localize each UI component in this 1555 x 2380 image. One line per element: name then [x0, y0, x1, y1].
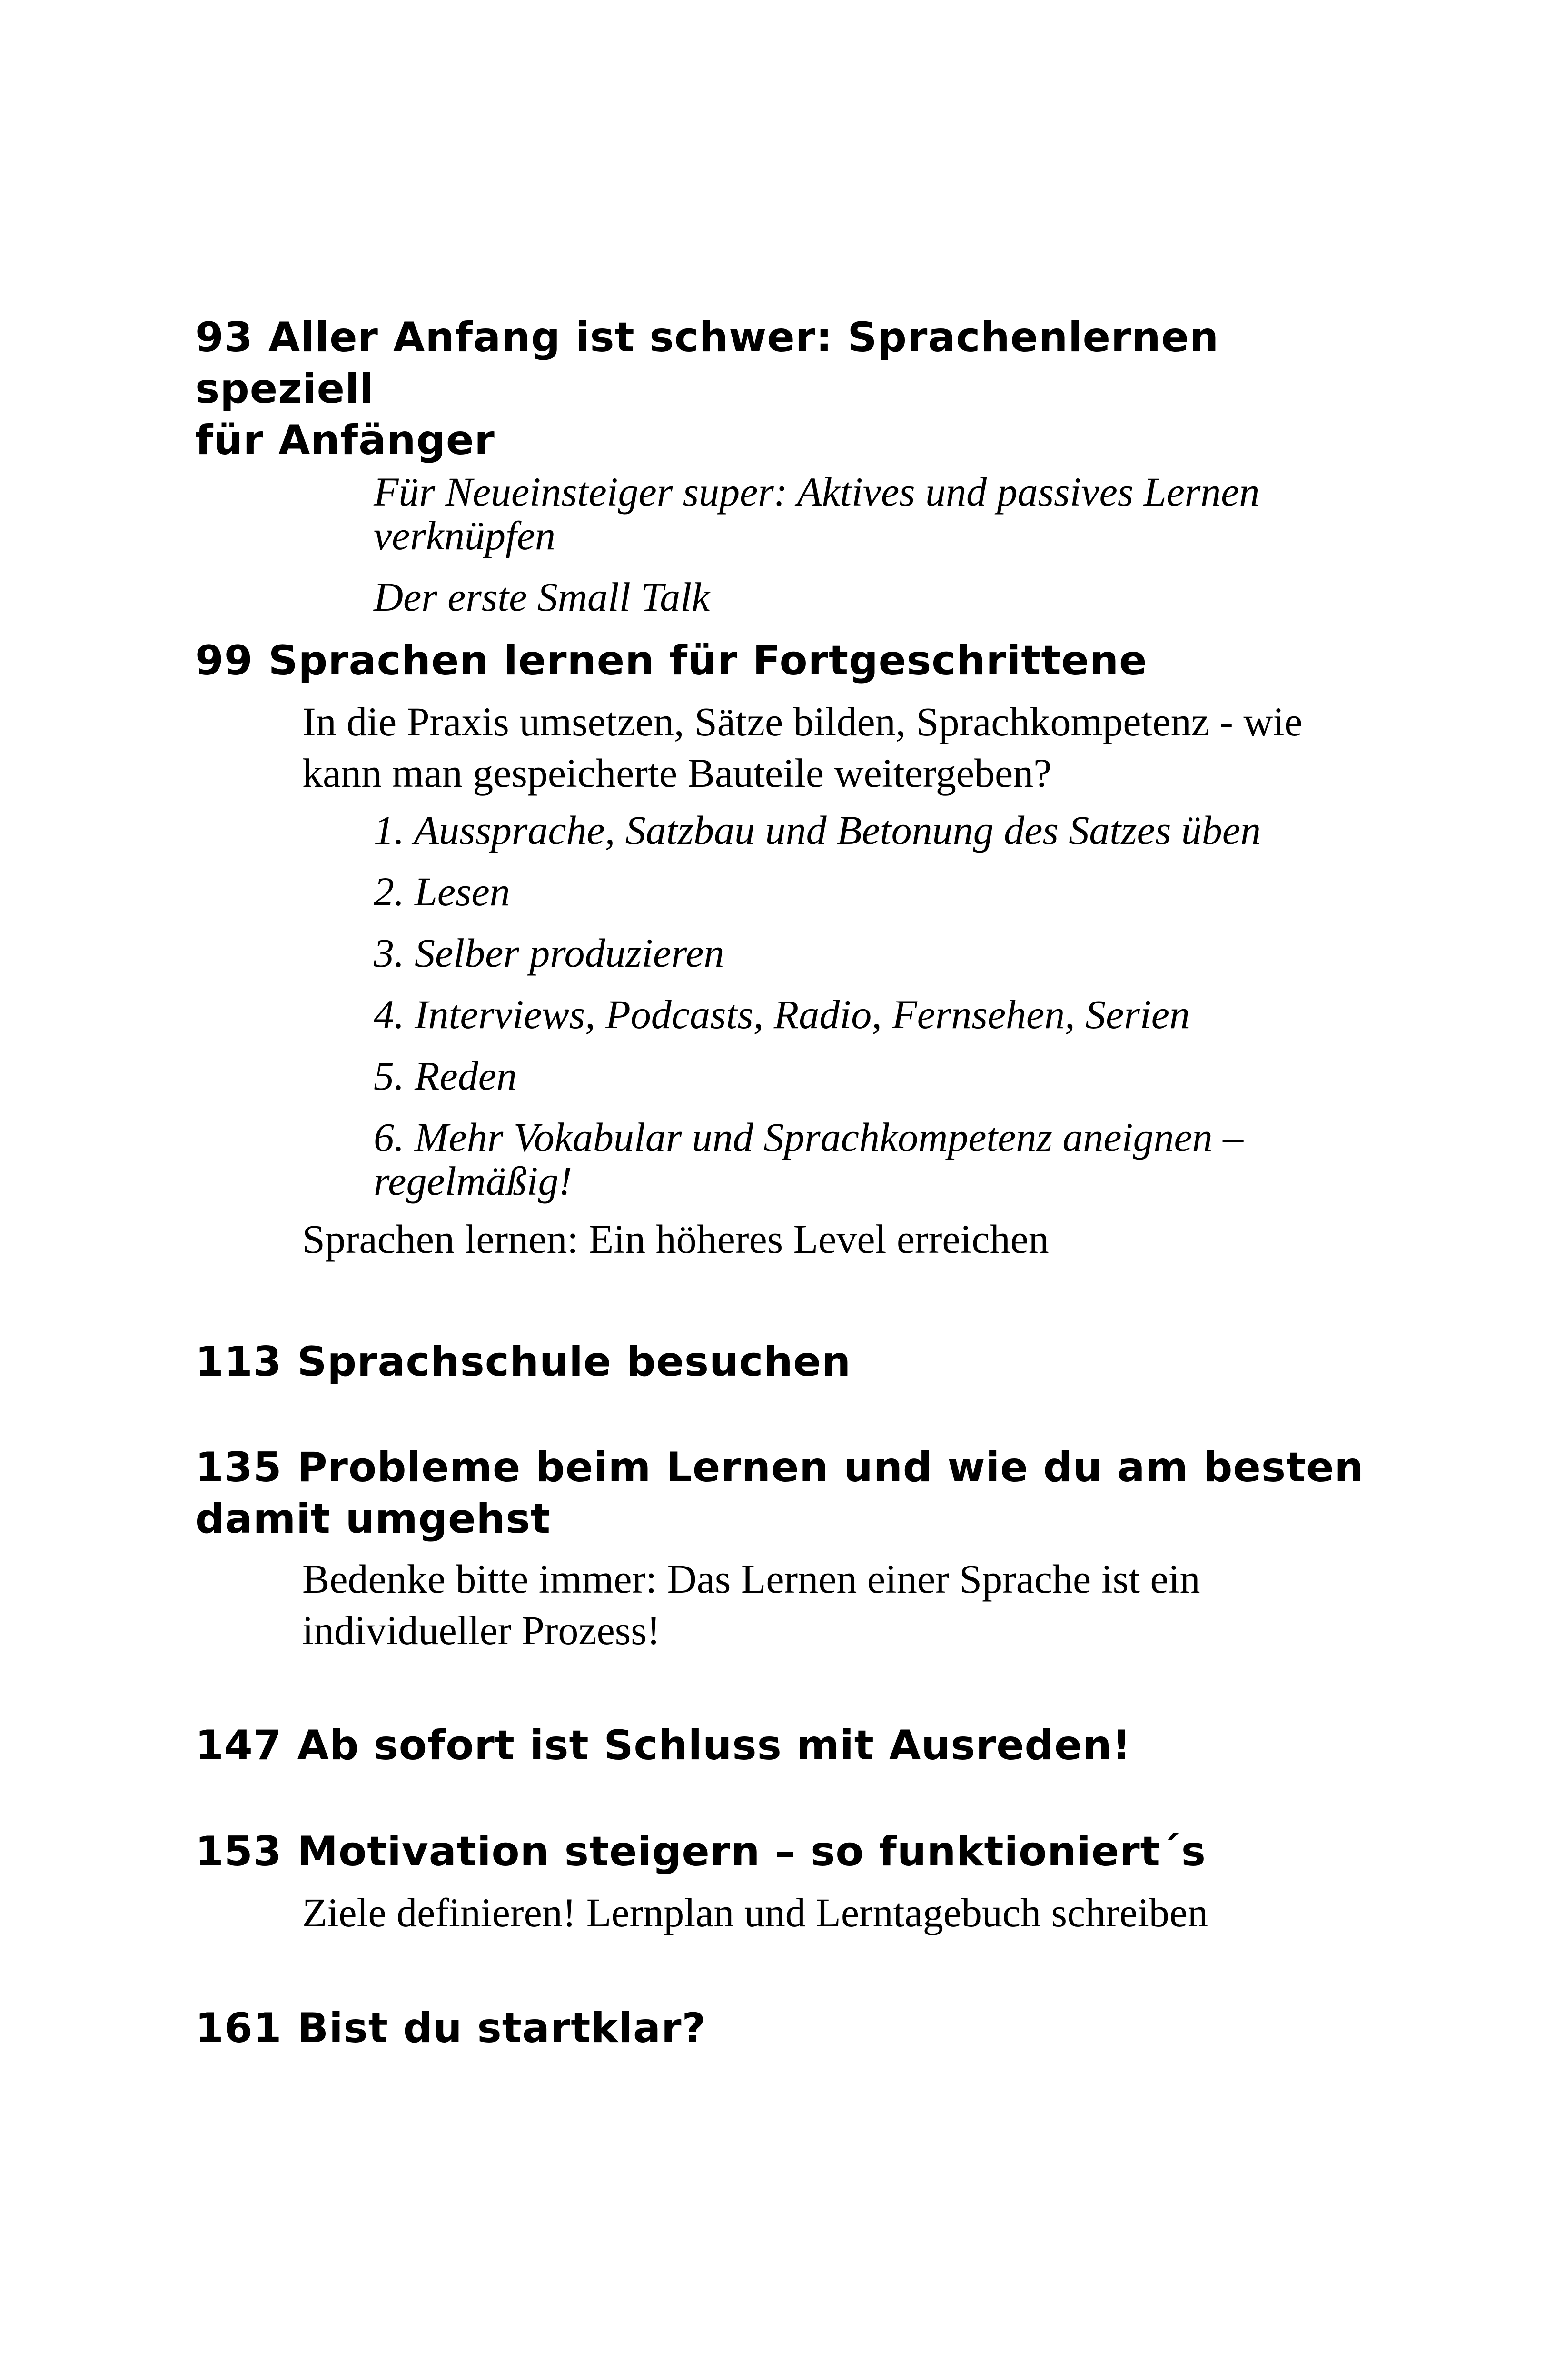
toc-subentry: 1. Aussprache, Satzbau und Betonung des Satzes üben — [374, 807, 1261, 853]
page-number: 99 — [195, 637, 253, 684]
page-number: 153 — [195, 1828, 282, 1875]
heading-title: Sprachen lernen für Fortgeschrittene — [268, 637, 1148, 684]
toc-subentry-continuation: regelmäßig! — [374, 1158, 573, 1204]
toc-subentry: 6. Mehr Vokabular und Sprachkompetenz aneignen – — [374, 1114, 1244, 1160]
toc-subentry: Ziele definieren! Lernplan und Lerntagebuch schreiben — [302, 1890, 1208, 1935]
toc-subentry: Der erste Small Talk — [374, 574, 710, 620]
toc-subentry-continuation: kann man gespeicherte Bauteile weitergeben? — [302, 750, 1052, 796]
toc-entry — [195, 1720, 1376, 1771]
toc-subentry: 5. Reden — [374, 1053, 517, 1099]
toc-subentry: 4. Interviews, Podcasts, Radio, Fernsehen, Serien — [374, 992, 1190, 1037]
toc-entry — [195, 312, 1376, 619]
toc-heading[interactable] — [195, 1442, 1376, 1493]
toc-subentry: In die Praxis umsetzen, Sätze bilden, Sprachkompetenz - wie — [302, 699, 1303, 744]
toc-subentry: 3. Selber produzieren — [374, 930, 724, 976]
toc-heading[interactable] — [195, 312, 1376, 415]
page-number: 113 — [195, 1338, 282, 1386]
toc-heading-continuation: für Anfänger — [195, 416, 495, 464]
toc-heading[interactable] — [195, 1720, 1376, 1771]
page-number: 135 — [195, 1444, 282, 1491]
toc-entry — [195, 1336, 1376, 1388]
toc-heading[interactable] — [195, 2003, 1376, 2054]
toc-heading[interactable] — [195, 635, 1376, 686]
page-number: 161 — [195, 2004, 282, 2052]
toc-entry — [195, 1826, 1376, 1938]
heading-title: Aller Anfang ist schwer: Sprachenlernen speziell — [195, 314, 1219, 413]
heading-title: Sprachschule besuchen — [297, 1338, 852, 1386]
heading-title: Probleme beim Lernen und wie du am besten — [297, 1444, 1364, 1491]
toc-subentry-continuation: verknüpfen — [374, 513, 556, 558]
toc-heading-continuation: damit umgehst — [195, 1495, 551, 1543]
toc-entry — [195, 2003, 1376, 2054]
toc-subentry-continuation: individueller Prozess! — [302, 1607, 661, 1653]
toc-subentry: Sprachen lernen: Ein höheres Level erreichen — [302, 1216, 1049, 1262]
toc-entry — [195, 635, 1376, 1265]
toc-entry — [195, 1442, 1376, 1656]
page-number: 93 — [195, 314, 253, 361]
heading-title: Motivation steigern – so funktioniert´s — [297, 1828, 1206, 1875]
page-number: 147 — [195, 1722, 282, 1769]
toc-subentry: Für Neueinsteiger super: Aktives und passives Lernen — [374, 469, 1260, 515]
heading-title: Ab sofort ist Schluss mit Ausreden! — [297, 1722, 1131, 1769]
toc-heading[interactable] — [195, 1826, 1376, 1877]
toc-subentry: 2. Lesen — [374, 869, 510, 914]
toc-subentry: Bedenke bitte immer: Das Lernen einer Sprache ist ein — [302, 1556, 1200, 1602]
heading-title: Bist du startklar? — [297, 2004, 706, 2052]
toc-heading[interactable] — [195, 1336, 1376, 1388]
